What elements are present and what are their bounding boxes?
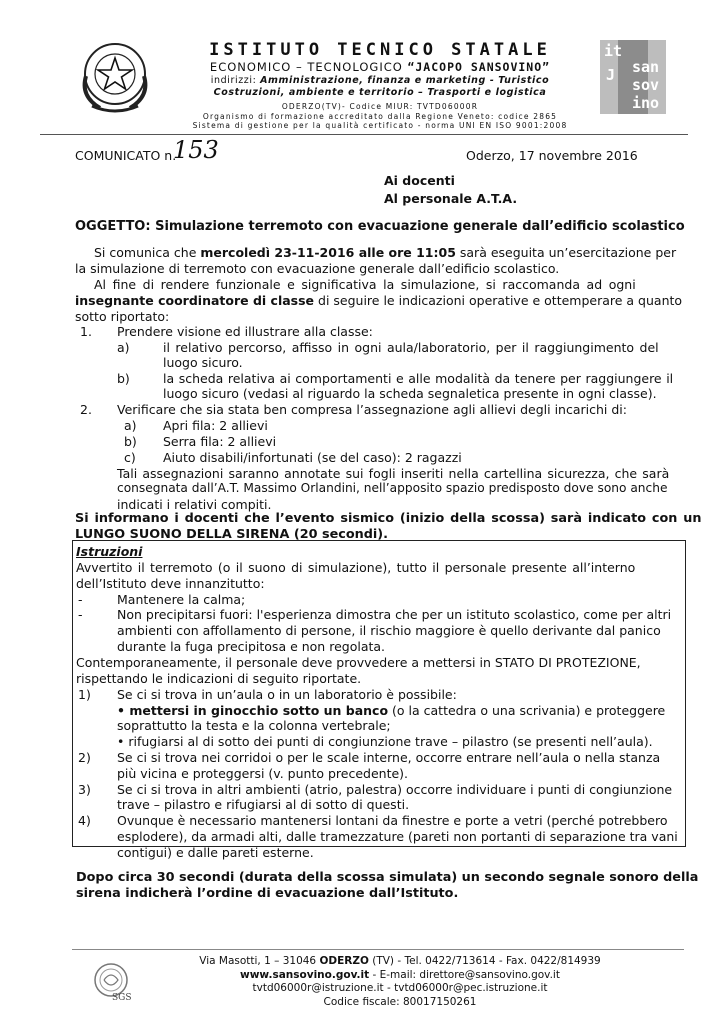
- comunicato-number: 153: [173, 136, 219, 164]
- paragraph-2-line-2: [75, 293, 682, 309]
- instruction-2-line-1: Se ci si trova nei corridoi o per le scale interne, occorre entrare nell’aula o nella stanza: [117, 750, 661, 765]
- item-1b-line-1: la scheda relativa ai comportamenti e alle modalità da tenere per raggiungere il: [163, 371, 674, 386]
- paragraph-2-line-3: sotto riportato:: [75, 309, 170, 324]
- closing-line-2: sirena indicherà l’ordine di evacuazione dall’Istituto.: [76, 886, 459, 901]
- instruction-3-number: 3): [78, 782, 91, 797]
- rule-no-rush-line-1: Non precipitarsi fuori: l'esperienza dimostra che per un istituto scolastico, come per altri: [117, 607, 672, 622]
- instruction-4-number: 4): [78, 813, 91, 828]
- p1-text-a: Si comunica che: [94, 245, 201, 260]
- instruction-1-bullet-1-line-2: soprattutto la testa e la colonna vertebrale;: [117, 718, 391, 733]
- subject-line: OGGETTO: Simulazione terremoto con evacuazione generale dall’edificio scolastico: [75, 219, 685, 234]
- instructions-intro-2: dell’Istituto deve innanzitutto:: [76, 576, 265, 591]
- indirizzi-line-2: [165, 87, 595, 99]
- footer-website-link[interactable]: www.sansovino.gov.it: [240, 968, 370, 981]
- instruction-1-text: Se ci si trova in un’aula o in un laboratorio è possibile:: [117, 687, 457, 702]
- instruction-3-line-2: trave – pilastro e rifugiarsi al di sotto di questi.: [117, 797, 410, 812]
- republic-emblem-icon: [76, 36, 154, 116]
- footer-tax-code: Codice fiscale: 80017150261: [323, 995, 477, 1008]
- indirizzi-line-1: [165, 75, 595, 87]
- p1-date-time: mercoledì 23-11-2016 alle ore 11:05: [200, 245, 456, 260]
- instruction-3-line-1: Se ci si trova in altri ambienti (atrio, palestra) occorre individuare i punti di congiunzione: [117, 782, 673, 797]
- accreditation-line: Organismo di formazione accreditato dalla Regione Veneto: codice 2865: [202, 112, 558, 121]
- instruction-1-bullet-2: • rifugiarsi al di sotto dei punti di congiunzione trave – pilastro (se presenti nell’aula).: [117, 734, 653, 749]
- place-date: Oderzo, 17 novembre 2016: [466, 148, 638, 163]
- instruction-4-line-3: contigui) e dalle pareti esterne.: [117, 845, 314, 860]
- instruction-2-line-2: più vicina e proteggersi (v. punto precedente).: [117, 766, 409, 781]
- item-1a-line-1: il relativo percorso, affisso in ogni aula/laboratorio, per il raggiungimento del: [163, 340, 659, 355]
- rule-no-rush-line-3: durante la fuga precipitosa e non regolata.: [117, 639, 386, 654]
- miur-line: ODERZO(TV)- Codice MIUR: TVTD06000R: [281, 102, 479, 111]
- item-2c-letter: c): [124, 450, 136, 465]
- item-2-note-line-1: Tali assegnazioni saranno annotate sui fogli inseriti nella cartellina sicurezza, che sarà: [117, 466, 670, 481]
- header-divider: [40, 134, 688, 135]
- dash-2: -: [78, 607, 83, 622]
- footer-web-email: [165, 969, 635, 983]
- logo-text-sov: sov: [632, 76, 660, 94]
- siren-alert-line-2: LUNGO SUONO DELLA SIRENA (20 secondi).: [75, 527, 388, 542]
- dash-1: -: [78, 592, 83, 607]
- school-name: “JACOPO SANSOVINO”: [407, 60, 551, 74]
- protection-line-1: Contemporaneamente, il personale deve provvedere a mettersi in STATO DI PROTEZIONE,: [76, 655, 641, 670]
- item-2c-text: Aiuto disabili/infortunati (se del caso): 2 ragazzi: [163, 450, 462, 465]
- item-2a-letter: a): [124, 418, 137, 433]
- subtitle-prefix: ECONOMICO – TECNOLOGICO: [209, 60, 408, 74]
- closing-line-1: Dopo circa 30 secondi (durata della scossa simulata) un secondo segnale sonoro della: [76, 870, 699, 885]
- item-2-note-line-2: consegnata dall’A.T. Massimo Orlandini, nell’apposito spazio predisposto dove sono anche: [117, 481, 668, 495]
- item-2b-text: Serra fila: 2 allievi: [163, 434, 277, 449]
- footer-divider: [72, 949, 684, 950]
- indirizzi-label: indirizzi:: [210, 75, 261, 86]
- instruction-1-number: 1): [78, 687, 91, 702]
- kneel-rest: (o la cattedra o una scrivania) e proteggere: [388, 703, 666, 718]
- paragraph-1-line-1: [94, 245, 676, 261]
- siren-alert-line-1: Si informano i docenti che l’evento sismico (inizio della scossa) sarà indicato con un: [75, 511, 702, 526]
- kneel-under-desk: • mettersi in ginocchio sotto un banco: [117, 703, 389, 718]
- item-2-text: Verificare che sia stata ben compresa l’assegnazione agli allievi degli incarichi di:: [117, 402, 627, 417]
- logo-text-ino: ino: [632, 94, 660, 112]
- item-1-text: Prendere visione ed illustrare alla classe:: [117, 324, 373, 339]
- rule-no-rush-line-2: ambienti con affollamento di persone, il rischio maggiore è quello derivante dal panico: [117, 623, 661, 638]
- footer-phone-fax: (TV) - Tel. 0422/713614 - Fax. 0422/814939: [368, 955, 601, 967]
- p2-text-c: di seguire le indicazioni operative e ottemperare a quanto: [314, 293, 683, 308]
- footer-city: ODERZO: [319, 955, 369, 967]
- indirizzi-line2-text: Costruzioni, ambiente e territorio – Trasporti e logistica: [213, 87, 547, 98]
- comunicato-number-line: [75, 136, 219, 164]
- indirizzi-line1-text: Amministrazione, finanza e marketing - Turistico: [260, 75, 550, 86]
- logo-text-it: it: [604, 42, 623, 60]
- footer-pec[interactable]: tvtd06000r@istruzione.it - tvtd06000r@pec.istruzione.it: [252, 982, 548, 994]
- instructions-heading: Istruzioni: [76, 544, 143, 559]
- institute-indirizzi: [165, 75, 595, 99]
- instruction-4-line-2: esplodere), da armadi alti, dalle tramezzature (pareti non portanti di separazione tra vani: [117, 829, 678, 844]
- logo-text-j: J: [606, 66, 616, 84]
- footer-address: [165, 955, 635, 969]
- footer-contacts: [165, 955, 635, 1009]
- paragraph-2-line-1: Al fine di rendere funzionale e significativa la simulazione, si raccomanda ad ogni: [94, 277, 636, 292]
- item-1b-letter: b): [117, 371, 130, 386]
- footer-street: Via Masotti, 1 – 31046: [199, 955, 320, 967]
- p2-coordinator: insegnante coordinatore di classe: [75, 293, 315, 308]
- instruction-4-line-1: Ovunque è necessario mantenersi lontani da finestre e porte a vetri (perché potrebbero: [117, 813, 668, 828]
- recipients: [384, 172, 517, 208]
- institute-subtitle: [165, 60, 595, 74]
- quality-line: Sistema di gestione per la qualità certificato - norma UNI EN ISO 9001:2008: [192, 121, 568, 130]
- instruction-2-number: 2): [78, 750, 91, 765]
- item-1b-line-2: luogo sicuro (vedasi al riguardo la scheda segnaletica presente in ogni classe).: [163, 386, 657, 401]
- logo-text-san: san: [632, 58, 660, 76]
- sgs-label: SGS: [112, 993, 132, 1003]
- recipient-docenti: Ai docenti: [384, 173, 455, 188]
- comunicato-label: COMUNICATO n.: [75, 148, 177, 163]
- item-1-number: 1.: [80, 324, 92, 339]
- footer-email[interactable]: - E-mail: direttore@sansovino.gov.it: [369, 968, 560, 981]
- item-2a-text: Apri fila: 2 allievi: [163, 418, 268, 433]
- paragraph-1-line-2: la simulazione di terremoto con evacuazione generale dall’edificio scolastico.: [75, 261, 560, 276]
- item-2b-letter: b): [124, 434, 137, 449]
- rule-keep-calm: Mantenere la calma;: [117, 592, 246, 607]
- sansovino-logo: [600, 40, 666, 114]
- instruction-1-bullet-1: [117, 703, 665, 719]
- protection-line-2: rispettando le indicazioni di seguito riportate.: [76, 671, 362, 686]
- instructions-intro-1: Avvertito il terremoto (o il suono di simulazione), tutto il personale presente all’interno: [76, 560, 636, 575]
- item-1a-line-2: luogo sicuro.: [163, 355, 243, 370]
- recipient-ata: Al personale A.T.A.: [384, 191, 518, 206]
- item-2-note-line-3: indicati i relativi compiti.: [117, 497, 272, 512]
- item-1a-letter: a): [117, 340, 130, 355]
- item-2-number: 2.: [80, 402, 92, 417]
- institute-title: ISTITUTO TECNICO STATALE: [209, 40, 551, 60]
- p1-text-c: sarà eseguita un’esercitazione per: [455, 245, 677, 260]
